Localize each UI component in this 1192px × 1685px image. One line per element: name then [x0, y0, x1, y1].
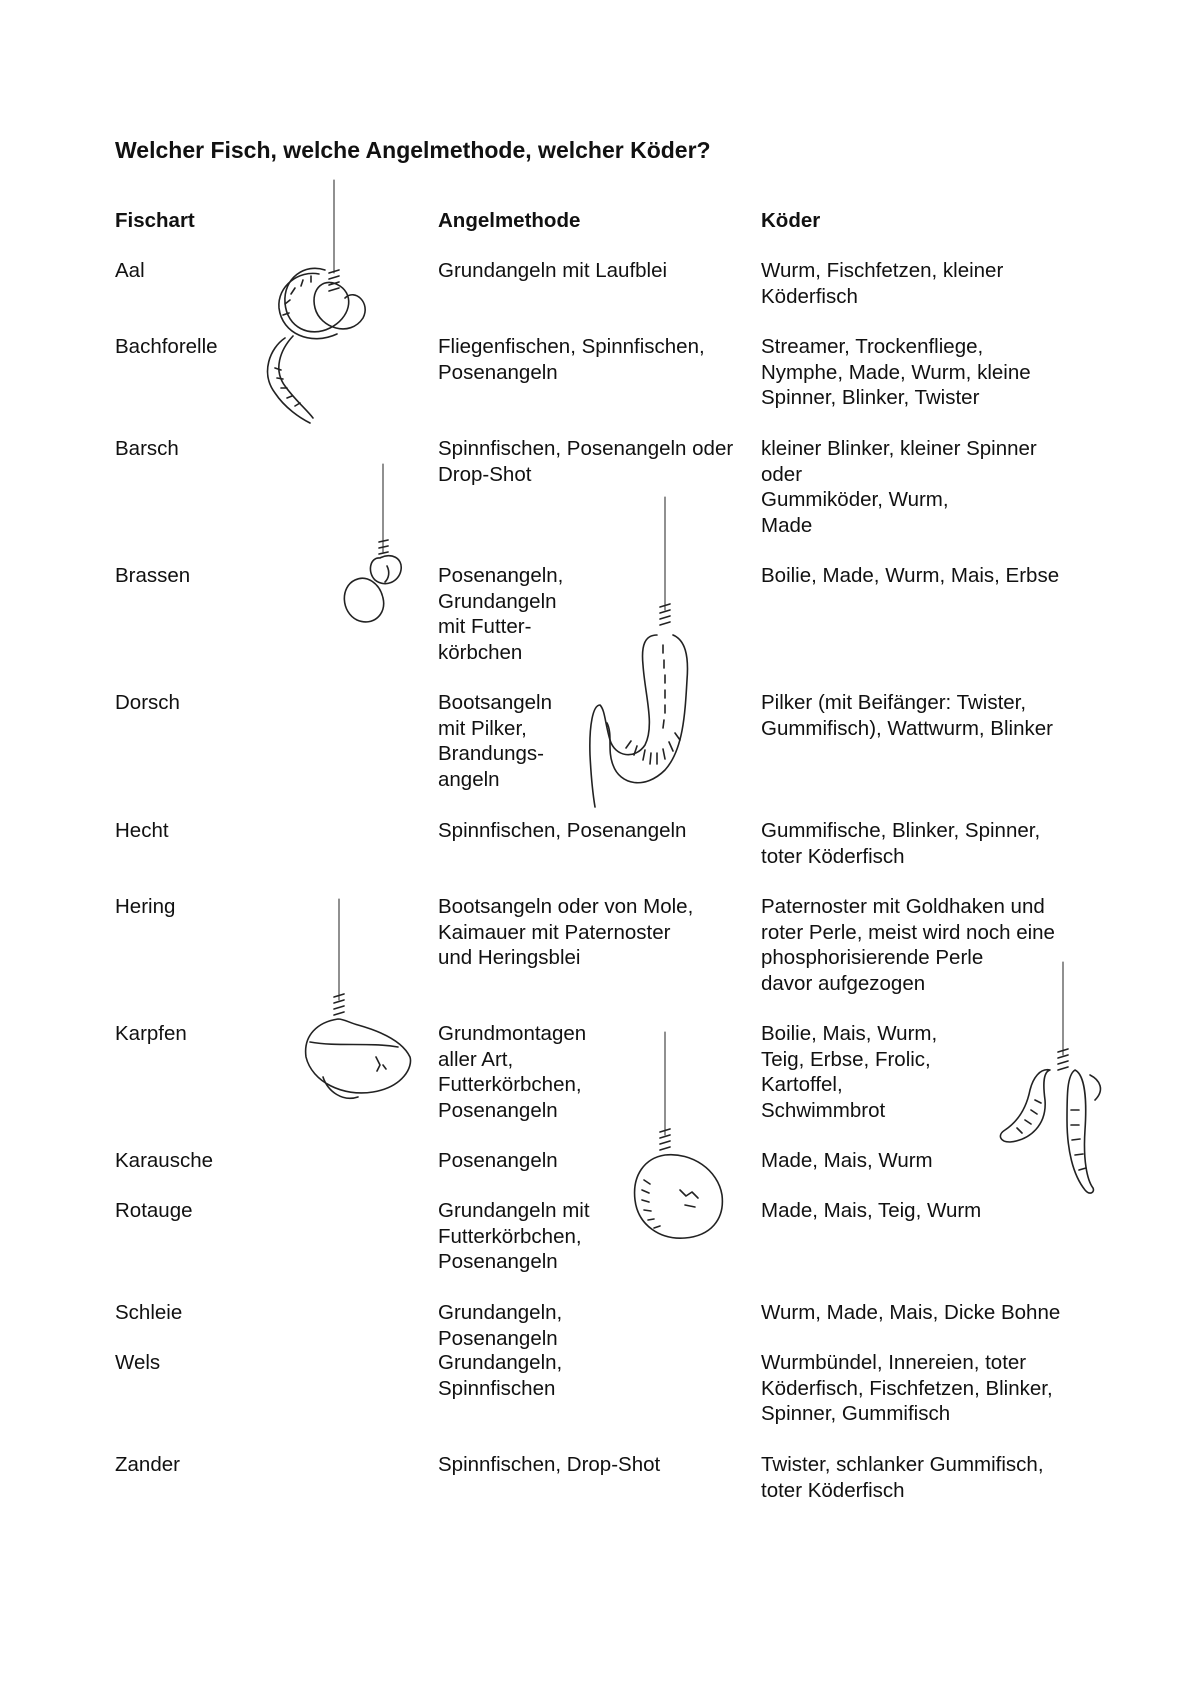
fishing-method: Fliegenfischen, Spinnfischen, Posenangeln [438, 335, 705, 384]
fish-name: Barsch [115, 437, 179, 460]
fish-name: Dorsch [115, 691, 180, 714]
fish-name: Bachforelle [115, 335, 218, 358]
fish-name: Karausche [115, 1149, 214, 1172]
worm-on-hook-icon [255, 178, 375, 433]
fishing-method: Grundangeln mit Futterkörbchen, Posenangeln [438, 1199, 590, 1273]
bait: Made, Mais, Wurm [761, 1149, 933, 1172]
bait: Wurmbündel, Innereien, toter Köderfisch, Fischfetzen, Blinker, Spinner, Gummifisch [761, 1351, 1053, 1425]
page-title: Welcher Fisch, welche Angelmethode, welcher Köder? [115, 137, 711, 163]
fishing-method: Spinnfischen, Posenangeln [438, 819, 687, 842]
fishing-method: Posenangeln, Grundangeln mit Futter- körbchen [438, 564, 564, 664]
fish-name: Rotauge [115, 1199, 193, 1222]
bait: Made, Mais, Teig, Wurm [761, 1199, 982, 1222]
fish-name: Aal [115, 259, 145, 282]
fish-name: Hecht [115, 819, 169, 842]
fishing-method: Grundmontagen aller Art, Futterkörbchen, Posenangeln [438, 1022, 587, 1122]
fish-name: Zander [115, 1453, 180, 1476]
fish-name: Hering [115, 895, 176, 918]
fishing-method: Posenangeln [438, 1149, 558, 1172]
corn-on-hook-icon [335, 462, 415, 632]
column-header-fish: Fischart [115, 209, 195, 232]
fish-name: Brassen [115, 564, 191, 587]
fishing-method: Spinnfischen, Posenangeln oder Drop-Shot [438, 437, 734, 486]
fish-name: Schleie [115, 1301, 183, 1324]
wattwurm-on-hook-icon [585, 495, 715, 815]
bait: Gummifische, Blinker, Spinner, toter Köderfisch [761, 819, 1041, 868]
bait: Wurm, Fischfetzen, kleiner Köderfisch [761, 259, 1004, 308]
fishing-method: Grundangeln, Posenangeln [438, 1301, 563, 1350]
fishing-method: Bootsangeln mit Pilker, Brandungs- angeln [438, 691, 552, 791]
fishing-method: Grundangeln, Spinnfischen [438, 1351, 563, 1400]
column-header-method: Angelmethode [438, 209, 581, 232]
bait: Twister, schlanker Gummifisch, toter Köderfisch [761, 1453, 1044, 1502]
bait: kleiner Blinker, kleiner Spinner oder Gummiköder, Wurm, Made [761, 437, 1037, 537]
fishing-method: Grundangeln mit Laufblei [438, 259, 668, 282]
column-header-bait: Köder [761, 209, 821, 232]
fishing-method: Bootsangeln oder von Mole, Kaimauer mit Paternoster und Heringsblei [438, 895, 694, 969]
maggots-on-hook-icon [995, 960, 1110, 1200]
pellet-on-hook-icon [298, 897, 418, 1117]
bait: Boilie, Made, Wurm, Mais, Erbse [761, 564, 1060, 587]
fishing-method: Spinnfischen, Drop-Shot [438, 1453, 661, 1476]
fish-name: Wels [115, 1351, 161, 1374]
bait: Paternoster mit Goldhaken und roter Perle, meist wird noch eine phosphorisierende Perle davor aufgezogen [761, 895, 1055, 995]
bait: Wurm, Made, Mais, Dicke Bohne [761, 1301, 1061, 1324]
fish-name: Karpfen [115, 1022, 187, 1045]
bait: Streamer, Trockenfliege, Nymphe, Made, Wurm, kleine Spinner, Blinker, Twister [761, 335, 1031, 409]
boilie-on-hook-icon [630, 1030, 730, 1245]
bait: Pilker (mit Beifänger: Twister, Gummifisch), Wattwurm, Blinker [761, 691, 1053, 740]
bait: Boilie, Mais, Wurm, Teig, Erbse, Frolic, Kartoffel, Schwimmbrot [761, 1022, 938, 1122]
